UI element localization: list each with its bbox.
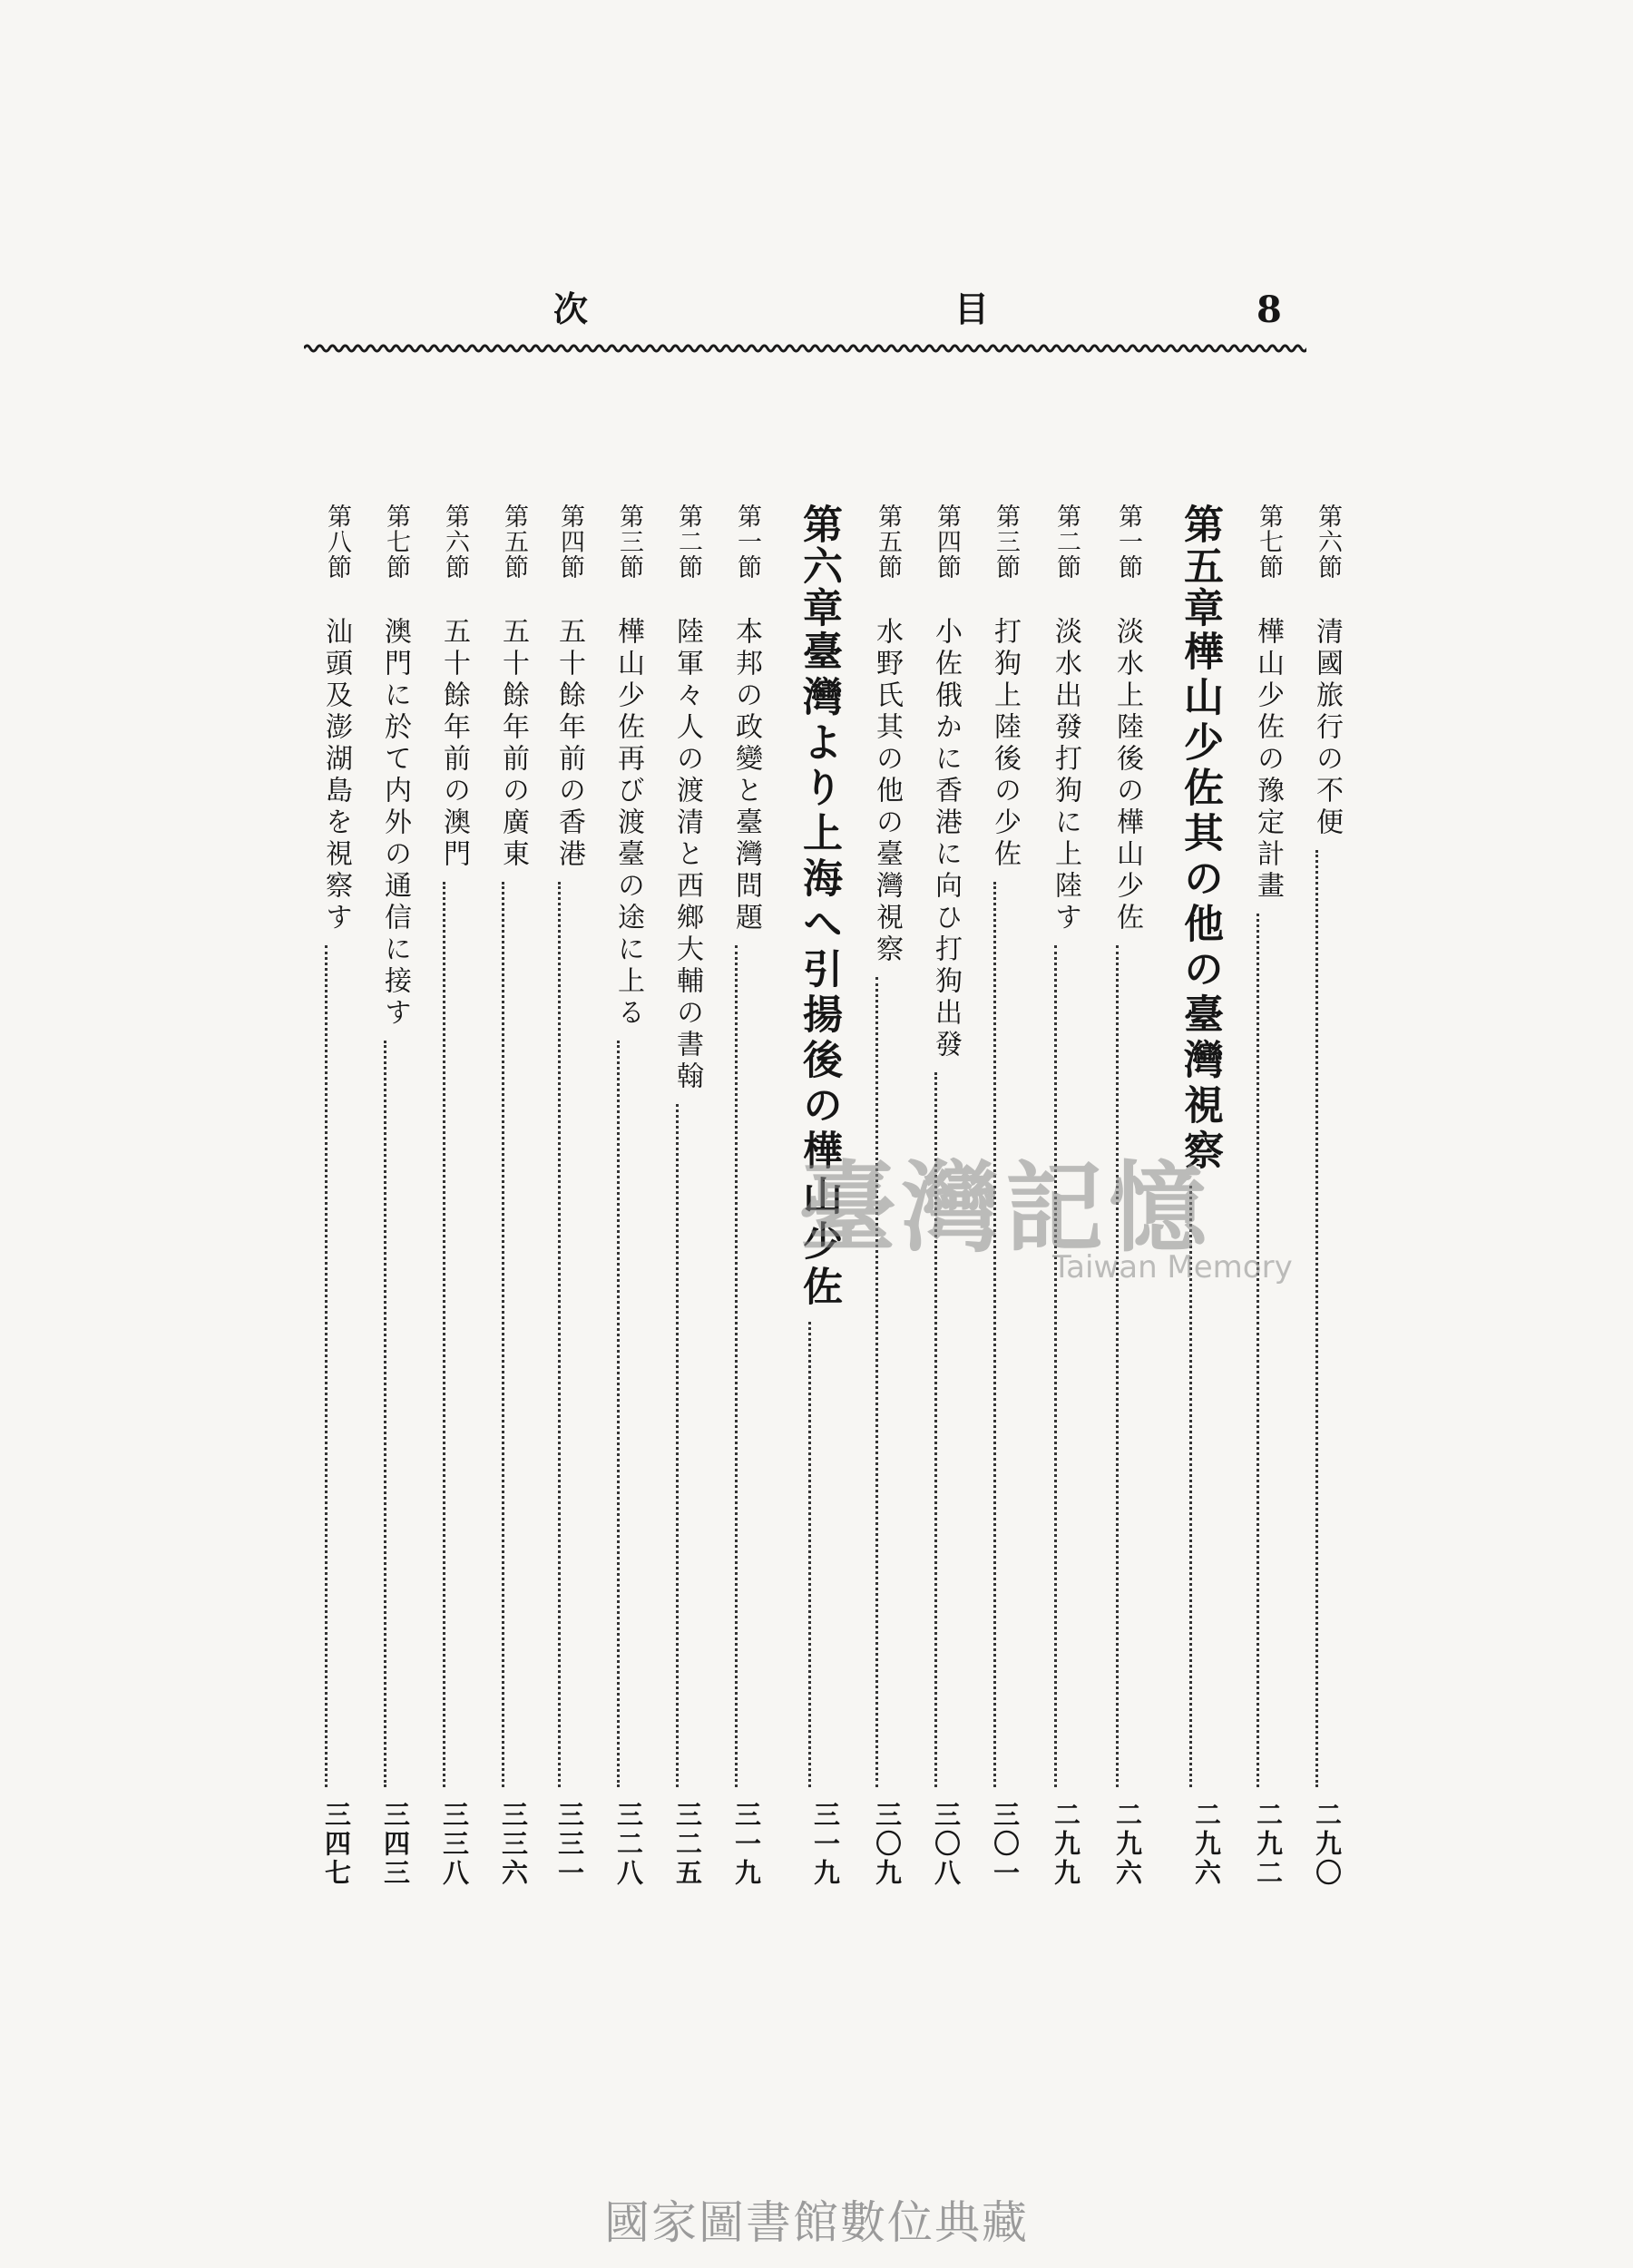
footer-credit: 國家圖書館數位典藏 — [604, 2196, 1029, 2249]
section-title: 樺山少佐の豫定計畫 — [1252, 617, 1284, 903]
section-number: 第五節 — [500, 503, 528, 580]
dot-leader — [875, 977, 878, 1787]
section-number: 第二節 — [1052, 503, 1081, 580]
section-title: 汕頭及澎湖島を視察す — [320, 617, 352, 934]
header-page-number: 8 — [1257, 288, 1282, 331]
page-reference: 二九九 — [1051, 1801, 1081, 1888]
section-title: 本邦の政變と臺灣問題 — [730, 617, 762, 934]
page-reference: 三二八 — [613, 1801, 644, 1888]
toc-section-entry — [535, 503, 585, 1910]
section-number: 第四節 — [933, 503, 961, 580]
dot-leader — [735, 945, 738, 1787]
dot-leader — [558, 882, 561, 1787]
section-number: 第八節 — [323, 503, 351, 580]
page-reference: 三四七 — [321, 1801, 352, 1888]
toc-section-entry — [479, 503, 529, 1910]
page-reference: 三一九 — [731, 1801, 762, 1888]
section-title: 樺山少佐再び渡臺の途に上る — [612, 617, 644, 1030]
toc-section-entry — [594, 503, 644, 1910]
page-reference: 三三六 — [498, 1801, 529, 1888]
section-title: 淡水上陸後の樺山少佐 — [1111, 617, 1143, 934]
toc-section-entry — [361, 503, 411, 1910]
page-reference: 二九六 — [1191, 1801, 1222, 1888]
chapter-title: 樺山少佐其の他の臺灣視察 — [1177, 631, 1223, 1175]
page-reference: 三二五 — [672, 1801, 703, 1888]
toc-section-entry — [420, 503, 470, 1910]
chapter-number: 第五章 — [1177, 503, 1223, 629]
section-title: 水野氏其の他の臺灣視察 — [871, 617, 903, 966]
page-reference: 三〇一 — [990, 1801, 1021, 1888]
toc-section-entry — [712, 503, 762, 1910]
section-number: 第五節 — [874, 503, 902, 580]
dot-leader — [1315, 850, 1318, 1787]
page-reference: 二九二 — [1253, 1801, 1284, 1888]
section-number: 第三節 — [615, 503, 643, 580]
dot-leader — [502, 882, 504, 1787]
toc-section-entry — [302, 503, 352, 1910]
page-reference: 三三八 — [439, 1801, 470, 1888]
section-title: 小佐俄かに香港に向ひ打狗出發 — [930, 617, 962, 1061]
dot-leader — [617, 1041, 620, 1787]
section-number: 第一節 — [733, 503, 761, 580]
page-reference: 三四三 — [380, 1801, 411, 1888]
dot-leader — [1054, 945, 1057, 1787]
header-title-left: 次 — [553, 288, 589, 329]
section-title: 淡水出發打狗に上陸す — [1050, 617, 1081, 934]
watermark-english-text: Taiwan Memory — [1052, 1249, 1293, 1286]
header-wavy-rule — [304, 337, 1306, 359]
section-number: 第七節 — [1255, 503, 1283, 580]
watermark-chinese-text: 臺灣記憶 — [798, 1151, 1213, 1266]
section-title: 五十餘年前の澳門 — [438, 617, 470, 871]
toc-section-entry — [653, 503, 703, 1910]
dot-leader — [325, 945, 328, 1787]
dot-leader — [1257, 914, 1259, 1787]
dot-leader — [384, 1041, 386, 1787]
dot-leader — [808, 1322, 811, 1787]
dot-leader — [443, 882, 445, 1787]
section-title: 五十餘年前の香港 — [553, 617, 585, 871]
section-number: 第六節 — [1314, 503, 1342, 580]
dot-leader — [676, 1104, 679, 1787]
section-number: 第一節 — [1114, 503, 1142, 580]
dot-leader — [993, 882, 996, 1787]
page-reference: 三三一 — [554, 1801, 585, 1888]
section-title: 五十餘年前の廣東 — [497, 617, 529, 871]
section-title: 澳門に於て内外の通信に接す — [379, 617, 411, 1030]
header-title-right: 目 — [954, 288, 990, 329]
page-reference: 二九六 — [1112, 1801, 1143, 1888]
page-reference: 三〇八 — [931, 1801, 962, 1888]
section-number: 第三節 — [992, 503, 1020, 580]
chapter-number: 第六章 — [796, 503, 842, 629]
section-title: 打狗上陸後の少佐 — [989, 617, 1021, 871]
chapter-title: 臺灣より上海へ引揚後の樺山少佐 — [796, 631, 842, 1311]
section-number: 第二節 — [674, 503, 702, 580]
page-reference: 三〇九 — [872, 1801, 903, 1888]
section-number: 第七節 — [382, 503, 410, 580]
section-title: 清國旅行の不便 — [1311, 617, 1343, 839]
page-reference: 三一九 — [810, 1801, 841, 1888]
section-number: 第四節 — [556, 503, 584, 580]
dot-leader — [1116, 945, 1119, 1787]
watermark — [798, 1129, 1306, 1302]
section-number: 第六節 — [441, 503, 469, 580]
page-reference: 二九〇 — [1312, 1801, 1343, 1888]
section-title: 陸軍々人の渡清と西鄉大輔の書翰 — [671, 617, 703, 1093]
